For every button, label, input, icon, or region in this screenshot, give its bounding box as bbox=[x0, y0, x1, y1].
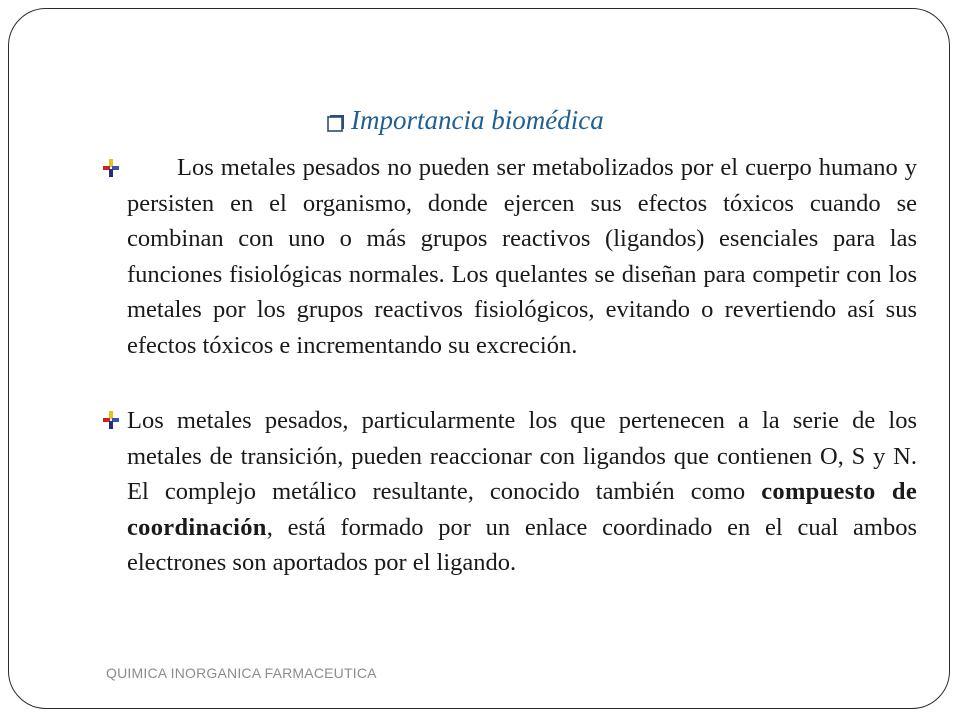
square-bullet-icon bbox=[327, 114, 345, 132]
slide-footer: QUIMICA INORGANICA FARMACEUTICA bbox=[106, 665, 377, 681]
paragraph-metal-metabolism bbox=[127, 150, 917, 363]
heading-text: Importancia biomédica bbox=[351, 105, 604, 135]
paragraph-2-text-start: Los metales pesados, particularmente los que pertenecen a la serie de los metales de transición, pueden reaccionar con ligandos que contienen O, S y N. El complejo metálico resultante, conocido también como bbox=[127, 407, 917, 505]
paragraph-2-bold-term: compuesto de coordinación bbox=[127, 478, 917, 541]
section-heading bbox=[327, 105, 604, 136]
paragraph-1-text: Los metales pesados no pueden ser metabolizados por el cuerpo humano y persisten en el organismo, donde ejercen sus efectos tóxicos cuando se combinan con uno o más grupos reactivos (ligandos) esenciales para las funciones fisiológicas normales. Los quelantes se diseñan para competir con los metales por los grupos reactivos fisiológicos, evitando o revertiendo así sus efectos tóxicos e incrementando su excreción. bbox=[127, 154, 917, 359]
star-bullet-icon bbox=[103, 159, 119, 177]
paragraph-coordination-compound bbox=[127, 403, 917, 581]
paragraph-2-text-end: , está formado por un enlace coordinado en el cual ambos electrones son aportados por el ligando. bbox=[127, 513, 917, 576]
slide-frame bbox=[8, 8, 950, 709]
star-bullet-icon bbox=[103, 411, 119, 429]
